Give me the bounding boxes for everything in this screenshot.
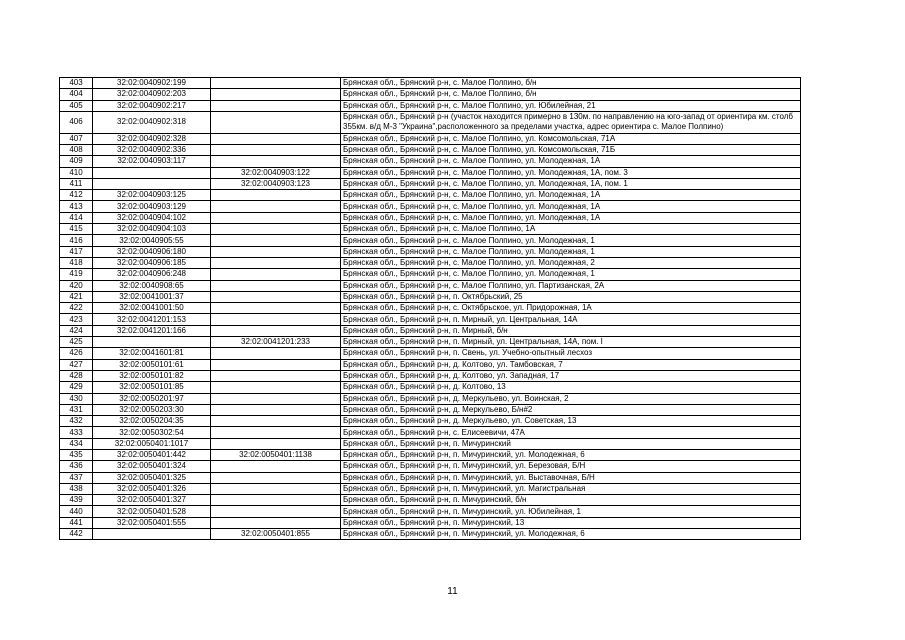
cadastral-number-cell: 32:02:0050401:1017 xyxy=(93,438,211,449)
row-number-cell: 429 xyxy=(60,382,93,393)
cadastral-number-cell xyxy=(93,529,211,540)
premises-cadastral-number-cell xyxy=(211,212,341,223)
cadastral-number-cell: 32:02:0050302:54 xyxy=(93,427,211,438)
premises-cadastral-number-cell xyxy=(211,190,341,201)
premises-cadastral-number-cell xyxy=(211,506,341,517)
premises-cadastral-number-cell xyxy=(211,416,341,427)
table-row xyxy=(60,269,801,280)
cadastral-number-cell: 32:02:0040902:217 xyxy=(93,100,211,111)
row-number-cell: 440 xyxy=(60,506,93,517)
table-row xyxy=(60,337,801,348)
premises-cadastral-number-cell xyxy=(211,156,341,167)
cadastral-number-cell: 32:02:0040903:117 xyxy=(93,156,211,167)
row-number-cell: 430 xyxy=(60,393,93,404)
cadastral-number-cell xyxy=(93,337,211,348)
address-cell: Брянская обл., Брянский р-н, п. Мичуринский xyxy=(341,438,801,449)
row-number-cell: 404 xyxy=(60,89,93,100)
premises-cadastral-number-cell xyxy=(211,224,341,235)
row-number-cell: 410 xyxy=(60,167,93,178)
cadastral-number-cell: 32:02:0040903:125 xyxy=(93,190,211,201)
table-row xyxy=(60,167,801,178)
address-cell: Брянская обл., Брянский р-н, с. Малое Полпино, ул. Молодежная, 1А xyxy=(341,156,801,167)
row-number-cell: 414 xyxy=(60,212,93,223)
cadastral-number-cell: 32:02:0040906:180 xyxy=(93,246,211,257)
premises-cadastral-number-cell xyxy=(211,201,341,212)
table-row xyxy=(60,314,801,325)
row-number-cell: 439 xyxy=(60,495,93,506)
table-row xyxy=(60,506,801,517)
cadastral-number-cell xyxy=(93,167,211,178)
row-number-cell: 426 xyxy=(60,348,93,359)
row-number-cell: 423 xyxy=(60,314,93,325)
row-number-cell: 409 xyxy=(60,156,93,167)
premises-cadastral-number-cell xyxy=(211,78,341,89)
table-row xyxy=(60,450,801,461)
address-cell: Брянская обл., Брянский р-н, д. Меркульево, ул. Воинская, 2 xyxy=(341,393,801,404)
cadastral-number-cell: 32:02:0040904:103 xyxy=(93,224,211,235)
address-cell: Брянская обл., Брянский р-н, с. Октябрьское, ул. Придорожная, 1А xyxy=(341,303,801,314)
table-row xyxy=(60,427,801,438)
cadastral-number-cell: 32:02:0040904:102 xyxy=(93,212,211,223)
premises-cadastral-number-cell: 32:02:0040903:122 xyxy=(211,167,341,178)
row-number-cell: 413 xyxy=(60,201,93,212)
cadastral-number-cell: 32:02:0041001:37 xyxy=(93,291,211,302)
address-cell: Брянская обл., Брянский р-н, д. Меркульево, Б/н#2 xyxy=(341,404,801,415)
row-number-cell: 412 xyxy=(60,190,93,201)
row-number-cell: 442 xyxy=(60,529,93,540)
address-cell: Брянская обл., Брянский р-н, с. Малое Полпино, б/н xyxy=(341,78,801,89)
row-number-cell: 425 xyxy=(60,337,93,348)
premises-cadastral-number-cell xyxy=(211,483,341,494)
table-row xyxy=(60,201,801,212)
address-cell: Брянская обл., Брянский р-н, с. Елисеевичи, 47А xyxy=(341,427,801,438)
cadastral-number-cell: 32:02:0050401:528 xyxy=(93,506,211,517)
row-number-cell: 420 xyxy=(60,280,93,291)
cadastral-number-cell: 32:02:0050401:326 xyxy=(93,483,211,494)
premises-cadastral-number-cell xyxy=(211,235,341,246)
address-cell: Брянская обл., Брянский р-н, с. Малое Полпино, ул. Комсомольская, 71А xyxy=(341,133,801,144)
cadastral-number-cell: 32:02:0050401:324 xyxy=(93,461,211,472)
cadastral-number-cell: 32:02:0040902:336 xyxy=(93,144,211,155)
row-number-cell: 428 xyxy=(60,370,93,381)
table-row xyxy=(60,382,801,393)
address-cell: Брянская обл., Брянский р-н, с. Малое Полпино, ул. Молодежная, 1 xyxy=(341,235,801,246)
cadastral-number-cell: 32:02:0040902:203 xyxy=(93,89,211,100)
address-cell: Брянская обл., Брянский р-н, с. Малое Полпино, ул. Молодежная, 1А, пом. 1 xyxy=(341,178,801,189)
address-cell: Брянская обл., Брянский р-н (участок находится примерно в 130м. по направлению на юго-запад от ориентира км. столб 355км. в/д М-3 "Украина",расположенного за пределами участка, адрес ориентира с. Малое Полпино) xyxy=(341,111,801,133)
premises-cadastral-number-cell xyxy=(211,348,341,359)
table-row xyxy=(60,246,801,257)
table-row xyxy=(60,89,801,100)
address-cell: Брянская обл., Брянский р-н, п. Мичуринский, ул. Юбилейная, 1 xyxy=(341,506,801,517)
premises-cadastral-number-cell xyxy=(211,370,341,381)
cadastral-number-cell: 32:02:0040902:328 xyxy=(93,133,211,144)
premises-cadastral-number-cell xyxy=(211,495,341,506)
premises-cadastral-number-cell: 32:02:0050401:855 xyxy=(211,529,341,540)
row-number-cell: 403 xyxy=(60,78,93,89)
table-row xyxy=(60,529,801,540)
premises-cadastral-number-cell xyxy=(211,382,341,393)
table-row xyxy=(60,325,801,336)
cadastral-number-cell: 32:02:0041201:153 xyxy=(93,314,211,325)
premises-cadastral-number-cell xyxy=(211,359,341,370)
premises-cadastral-number-cell xyxy=(211,89,341,100)
table-row xyxy=(60,100,801,111)
row-number-cell: 437 xyxy=(60,472,93,483)
row-number-cell: 406 xyxy=(60,111,93,133)
cadastral-number-cell: 32:02:0040902:199 xyxy=(93,78,211,89)
premises-cadastral-number-cell xyxy=(211,133,341,144)
cadastral-number-cell: 32:02:0040906:185 xyxy=(93,257,211,268)
row-number-cell: 432 xyxy=(60,416,93,427)
table-row xyxy=(60,190,801,201)
row-number-cell: 434 xyxy=(60,438,93,449)
address-cell: Брянская обл., Брянский р-н, с. Малое Полпино, ул. Молодежная, 1А xyxy=(341,201,801,212)
row-number-cell: 427 xyxy=(60,359,93,370)
address-cell: Брянская обл., Брянский р-н, п. Мичуринский, ул. Молодежная, 6 xyxy=(341,450,801,461)
table-row xyxy=(60,111,801,133)
cadastral-number-cell: 32:02:0050101:85 xyxy=(93,382,211,393)
address-cell: Брянская обл., Брянский р-н, п. Свень, ул. Учебно-опытный лесхоз xyxy=(341,348,801,359)
table-row xyxy=(60,280,801,291)
address-cell: Брянская обл., Брянский р-н, с. Малое Полпино, ул. Комсомольская, 71Б xyxy=(341,144,801,155)
address-cell: Брянская обл., Брянский р-н, с. Малое Полпино, ул. Молодежная, 1А xyxy=(341,212,801,223)
table-row xyxy=(60,472,801,483)
table-row xyxy=(60,156,801,167)
cadastral-number-cell: 32:02:0050401:327 xyxy=(93,495,211,506)
address-cell: Брянская обл., Брянский р-н, п. Мичуринский, ул. Выставочная, Б/Н xyxy=(341,472,801,483)
row-number-cell: 424 xyxy=(60,325,93,336)
cadastral-number-cell: 32:02:0050401:442 xyxy=(93,450,211,461)
table-row xyxy=(60,348,801,359)
address-cell: Брянская обл., Брянский р-н, д. Меркульево, ул. Советская, 13 xyxy=(341,416,801,427)
premises-cadastral-number-cell xyxy=(211,269,341,280)
address-cell: Брянская обл., Брянский р-н, с. Малое Полпино, ул. Молодежная, 2 xyxy=(341,257,801,268)
premises-cadastral-number-cell xyxy=(211,438,341,449)
premises-cadastral-number-cell xyxy=(211,246,341,257)
cadastral-number-cell: 32:02:0050204:35 xyxy=(93,416,211,427)
registry-table-body xyxy=(60,78,801,540)
table-row xyxy=(60,303,801,314)
table-row xyxy=(60,212,801,223)
cadastral-number-cell xyxy=(93,178,211,189)
row-number-cell: 407 xyxy=(60,133,93,144)
address-cell: Брянская обл., Брянский р-н, с. Малое Полпино, б/н xyxy=(341,89,801,100)
cadastral-number-cell: 32:02:0041601:81 xyxy=(93,348,211,359)
premises-cadastral-number-cell xyxy=(211,472,341,483)
table-row xyxy=(60,517,801,528)
page-number: 11 xyxy=(447,586,458,597)
row-number-cell: 405 xyxy=(60,100,93,111)
table-row xyxy=(60,224,801,235)
table-row xyxy=(60,291,801,302)
table-row xyxy=(60,235,801,246)
row-number-cell: 435 xyxy=(60,450,93,461)
premises-cadastral-number-cell xyxy=(211,314,341,325)
address-cell: Брянская обл., Брянский р-н, с. Малое Полпино, ул. Молодежная, 1 xyxy=(341,246,801,257)
premises-cadastral-number-cell: 32:02:0040903:123 xyxy=(211,178,341,189)
premises-cadastral-number-cell xyxy=(211,144,341,155)
address-cell: Брянская обл., Брянский р-н, п. Октябрьский, 25 xyxy=(341,291,801,302)
address-cell: Брянская обл., Брянский р-н, с. Малое Полпино, ул. Молодежная, 1А, пом. 3 xyxy=(341,167,801,178)
table-row xyxy=(60,359,801,370)
row-number-cell: 421 xyxy=(60,291,93,302)
table-row xyxy=(60,78,801,89)
row-number-cell: 417 xyxy=(60,246,93,257)
premises-cadastral-number-cell xyxy=(211,257,341,268)
cadastral-number-cell: 32:02:0040902:318 xyxy=(93,111,211,133)
address-cell: Брянская обл., Брянский р-н, с. Малое Полпино, ул. Молодежная, 1 xyxy=(341,269,801,280)
cadastral-number-cell: 32:02:0040906:248 xyxy=(93,269,211,280)
row-number-cell: 441 xyxy=(60,517,93,528)
premises-cadastral-number-cell xyxy=(211,111,341,133)
property-registry-table xyxy=(59,77,801,540)
address-cell: Брянская обл., Брянский р-н, п. Мирный, ул. Центральная, 14А, пом. I xyxy=(341,337,801,348)
row-number-cell: 415 xyxy=(60,224,93,235)
address-cell: Брянская обл., Брянский р-н, д. Колтово, ул. Тамбовская, 7 xyxy=(341,359,801,370)
premises-cadastral-number-cell xyxy=(211,325,341,336)
row-number-cell: 419 xyxy=(60,269,93,280)
cadastral-number-cell: 32:02:0040905:55 xyxy=(93,235,211,246)
cadastral-number-cell: 32:02:0041001:50 xyxy=(93,303,211,314)
table-row xyxy=(60,178,801,189)
cadastral-number-cell: 32:02:0050203:30 xyxy=(93,404,211,415)
premises-cadastral-number-cell: 32:02:0050401:1138 xyxy=(211,450,341,461)
premises-cadastral-number-cell xyxy=(211,280,341,291)
row-number-cell: 422 xyxy=(60,303,93,314)
cadastral-number-cell: 32:02:0050101:61 xyxy=(93,359,211,370)
row-number-cell: 433 xyxy=(60,427,93,438)
table-row xyxy=(60,144,801,155)
premises-cadastral-number-cell xyxy=(211,291,341,302)
premises-cadastral-number-cell xyxy=(211,100,341,111)
row-number-cell: 436 xyxy=(60,461,93,472)
cadastral-number-cell: 32:02:0041201:166 xyxy=(93,325,211,336)
cadastral-number-cell: 32:02:0050401:325 xyxy=(93,472,211,483)
address-cell: Брянская обл., Брянский р-н, п. Мирный, б/н xyxy=(341,325,801,336)
table-row xyxy=(60,257,801,268)
address-cell: Брянская обл., Брянский р-н, с. Малое Полпино, 1А xyxy=(341,224,801,235)
address-cell: Брянская обл., Брянский р-н, с. Малое Полпино, ул. Партизанская, 2А xyxy=(341,280,801,291)
table-row xyxy=(60,133,801,144)
cadastral-number-cell: 32:02:0050201:97 xyxy=(93,393,211,404)
table-row xyxy=(60,416,801,427)
address-cell: Брянская обл., Брянский р-н, п. Мичуринский, ул. Магистральная xyxy=(341,483,801,494)
address-cell: Брянская обл., Брянский р-н, п. Мирный, ул. Центральная, 14А xyxy=(341,314,801,325)
premises-cadastral-number-cell xyxy=(211,393,341,404)
premises-cadastral-number-cell xyxy=(211,427,341,438)
premises-cadastral-number-cell: 32:02:0041201:233 xyxy=(211,337,341,348)
address-cell: Брянская обл., Брянский р-н, с. Малое Полпино, ул. Молодежная, 1А xyxy=(341,190,801,201)
table-row xyxy=(60,483,801,494)
row-number-cell: 418 xyxy=(60,257,93,268)
address-cell: Брянская обл., Брянский р-н, п. Мичуринский, ул. Молодежная, 6 xyxy=(341,529,801,540)
row-number-cell: 431 xyxy=(60,404,93,415)
cadastral-number-cell: 32:02:0050101:82 xyxy=(93,370,211,381)
row-number-cell: 408 xyxy=(60,144,93,155)
cadastral-number-cell: 32:02:0040903:129 xyxy=(93,201,211,212)
cadastral-number-cell: 32:02:0040908:65 xyxy=(93,280,211,291)
table-row xyxy=(60,461,801,472)
premises-cadastral-number-cell xyxy=(211,404,341,415)
cadastral-number-cell: 32:02:0050401:555 xyxy=(93,517,211,528)
premises-cadastral-number-cell xyxy=(211,303,341,314)
premises-cadastral-number-cell xyxy=(211,461,341,472)
row-number-cell: 416 xyxy=(60,235,93,246)
row-number-cell: 438 xyxy=(60,483,93,494)
table-row xyxy=(60,404,801,415)
address-cell: Брянская обл., Брянский р-н, п. Мичуринский, ул. Березовая, Б/Н xyxy=(341,461,801,472)
address-cell: Брянская обл., Брянский р-н, д. Колтово, ул. Западная, 17 xyxy=(341,370,801,381)
table-row xyxy=(60,370,801,381)
table-row xyxy=(60,438,801,449)
premises-cadastral-number-cell xyxy=(211,517,341,528)
row-number-cell: 411 xyxy=(60,178,93,189)
table-row xyxy=(60,393,801,404)
address-cell: Брянская обл., Брянский р-н, п. Мичуринский, 13 xyxy=(341,517,801,528)
address-cell: Брянская обл., Брянский р-н, с. Малое Полпино, ул. Юбилейная, 21 xyxy=(341,100,801,111)
address-cell: Брянская обл., Брянский р-н, п. Мичуринский, б/н xyxy=(341,495,801,506)
table-row xyxy=(60,495,801,506)
address-cell: Брянская обл., Брянский р-н, д. Колтово, 13 xyxy=(341,382,801,393)
